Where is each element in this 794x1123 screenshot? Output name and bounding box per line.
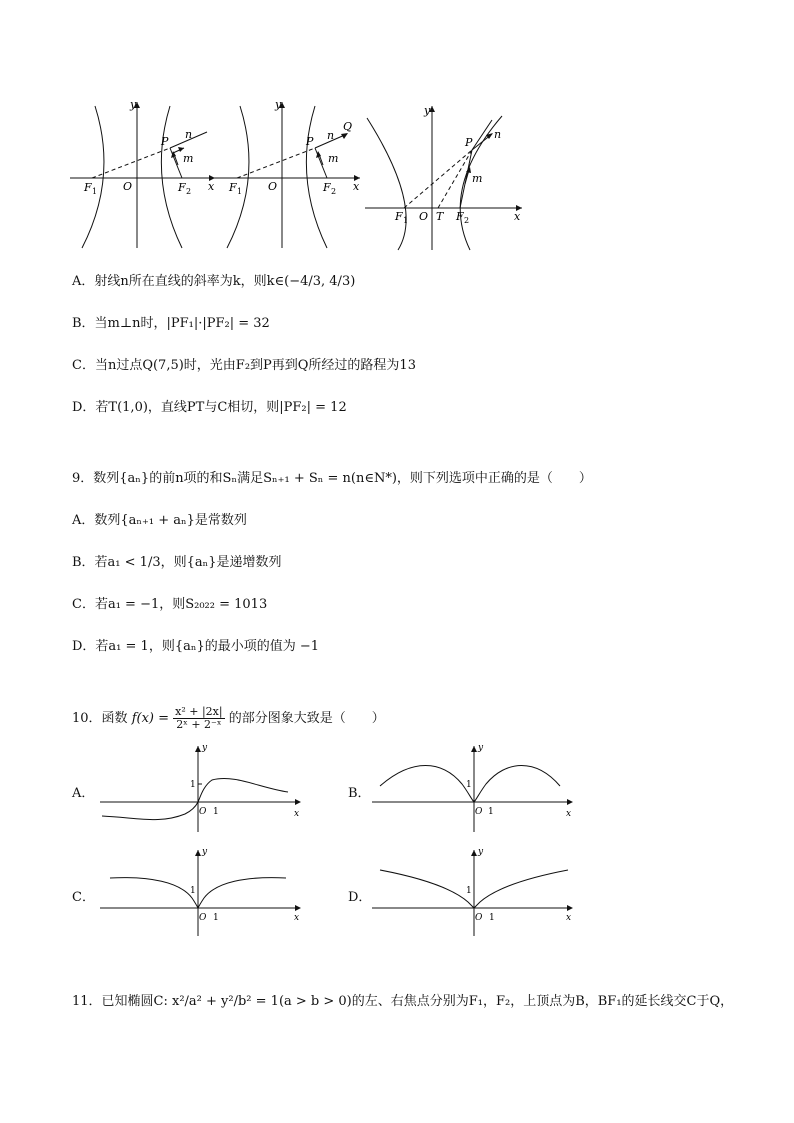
x-axis-label: x <box>514 210 521 223</box>
origin-label: O <box>475 913 483 923</box>
y-axis-label: y <box>424 104 431 117</box>
q10-option-a-label: A． <box>72 786 95 801</box>
f2-sub: 2 <box>464 216 470 225</box>
q10-option-d-label: D． <box>348 890 372 905</box>
q10-option-b-label: B． <box>348 786 371 801</box>
hyperbola-figure-3 <box>362 100 527 255</box>
x-axis-label: x <box>353 180 360 193</box>
origin-label: O <box>475 807 483 817</box>
y-axis-label: y <box>202 744 208 753</box>
f1-label: F <box>229 181 237 194</box>
q-label: Q <box>343 120 353 133</box>
y-tick-1: 1 <box>466 886 472 896</box>
n-label: n <box>494 128 502 141</box>
m-label: m <box>183 152 194 165</box>
q10-graph-d <box>372 848 577 938</box>
hyperbola-figure-1 <box>70 98 220 253</box>
p-label: P <box>465 136 473 149</box>
f1-sub: 1 <box>403 216 409 225</box>
t-label: T <box>436 210 444 223</box>
x-tick-1: 1 <box>489 913 495 923</box>
f2-label: F <box>456 210 464 223</box>
x-axis-label: x <box>566 809 572 819</box>
x-axis-label: x <box>566 913 572 923</box>
q9-option-d: D．若a₁ = 1，则{aₙ}的最小项的值为 −1 <box>72 639 320 654</box>
q10-stem-func: f(x) = <box>131 711 169 726</box>
q8-option-c: C．当n过点Q(7,5)时，光由F₂到P再到Q所经过的路程为13 <box>72 358 416 373</box>
origin-label: O <box>199 913 207 923</box>
y-tick-1: 1 <box>190 780 196 790</box>
n-label: n <box>327 129 335 142</box>
m-label: m <box>328 152 339 165</box>
x-axis-label: x <box>208 180 215 193</box>
q10-stem <box>72 706 385 731</box>
f1-sub: 1 <box>237 187 243 196</box>
hyperbola-figure-2 <box>215 98 365 253</box>
q11-stem: 11．已知椭圆C: x²/a² + y²/b² = 1(a > b > 0)的左、右焦点分别为F₁，F₂，上顶点为B，BF₁的延长线交C于Q， <box>72 994 734 1009</box>
origin-label: O <box>268 180 278 193</box>
q10-stem-suffix: 的部分图象大致是（ ） <box>228 711 385 726</box>
y-axis-label: y <box>202 848 208 857</box>
q10-fraction-denominator: 2ˣ + 2⁻ˣ <box>176 718 222 731</box>
f1-label: F <box>84 181 92 194</box>
origin-label: O <box>199 807 207 817</box>
f1-label: F <box>395 210 403 223</box>
q10-fraction-numerator: x² + |2x| <box>175 705 223 718</box>
y-axis-label: y <box>478 848 484 857</box>
x-axis-label: x <box>294 809 300 819</box>
p-label: P <box>306 135 314 148</box>
x-tick-1: 1 <box>488 807 494 817</box>
q10-graph-a <box>100 744 305 834</box>
f1-sub: 1 <box>92 187 98 196</box>
q9-option-c: C．若a₁ = −1，则S₂₀₂₂ = 1013 <box>72 597 268 612</box>
y-axis-label: y <box>478 744 484 753</box>
q9-stem: 9．数列{aₙ}的前n项的和Sₙ满足Sₙ₊₁ + Sₙ = n(n∈N*)，则下列选项中正确的是（ ） <box>72 471 592 486</box>
f2-label: F <box>178 181 186 194</box>
y-tick-1: 1 <box>466 780 472 790</box>
q10-graph-c <box>100 848 305 938</box>
q10-graph-b <box>372 744 577 834</box>
f2-sub: 2 <box>331 187 337 196</box>
origin-label: O <box>123 180 133 193</box>
f2-label: F <box>323 181 331 194</box>
m-label: m <box>472 172 483 185</box>
q10-stem-prefix: 10．函数 <box>72 711 128 726</box>
x-tick-1: 1 <box>213 807 219 817</box>
q8-option-b: B．当m⊥n时，|PF₁|·|PF₂| = 32 <box>72 316 270 331</box>
q8-option-a: A．射线n所在直线的斜率为k，则k∈(−4/3, 4/3) <box>72 274 356 289</box>
y-axis-label: y <box>275 98 282 111</box>
x-axis-label: x <box>294 913 300 923</box>
n-label: n <box>185 128 193 141</box>
y-tick-1: 1 <box>190 886 196 896</box>
q10-stem-fraction <box>173 706 224 731</box>
y-axis-label: y <box>130 98 137 111</box>
q8-option-d: D．若T(1,0)，直线PT与C相切，则|PF₂| = 12 <box>72 400 347 415</box>
q10-option-c-label: C． <box>72 890 95 905</box>
x-tick-1: 1 <box>213 913 219 923</box>
p-label: P <box>161 135 169 148</box>
q9-option-a: A．数列{aₙ₊₁ + aₙ}是常数列 <box>72 513 247 528</box>
q9-option-b: B．若a₁ < 1/3，则{aₙ}是递增数列 <box>72 555 282 570</box>
f2-sub: 2 <box>186 187 192 196</box>
origin-label: O <box>419 210 429 223</box>
